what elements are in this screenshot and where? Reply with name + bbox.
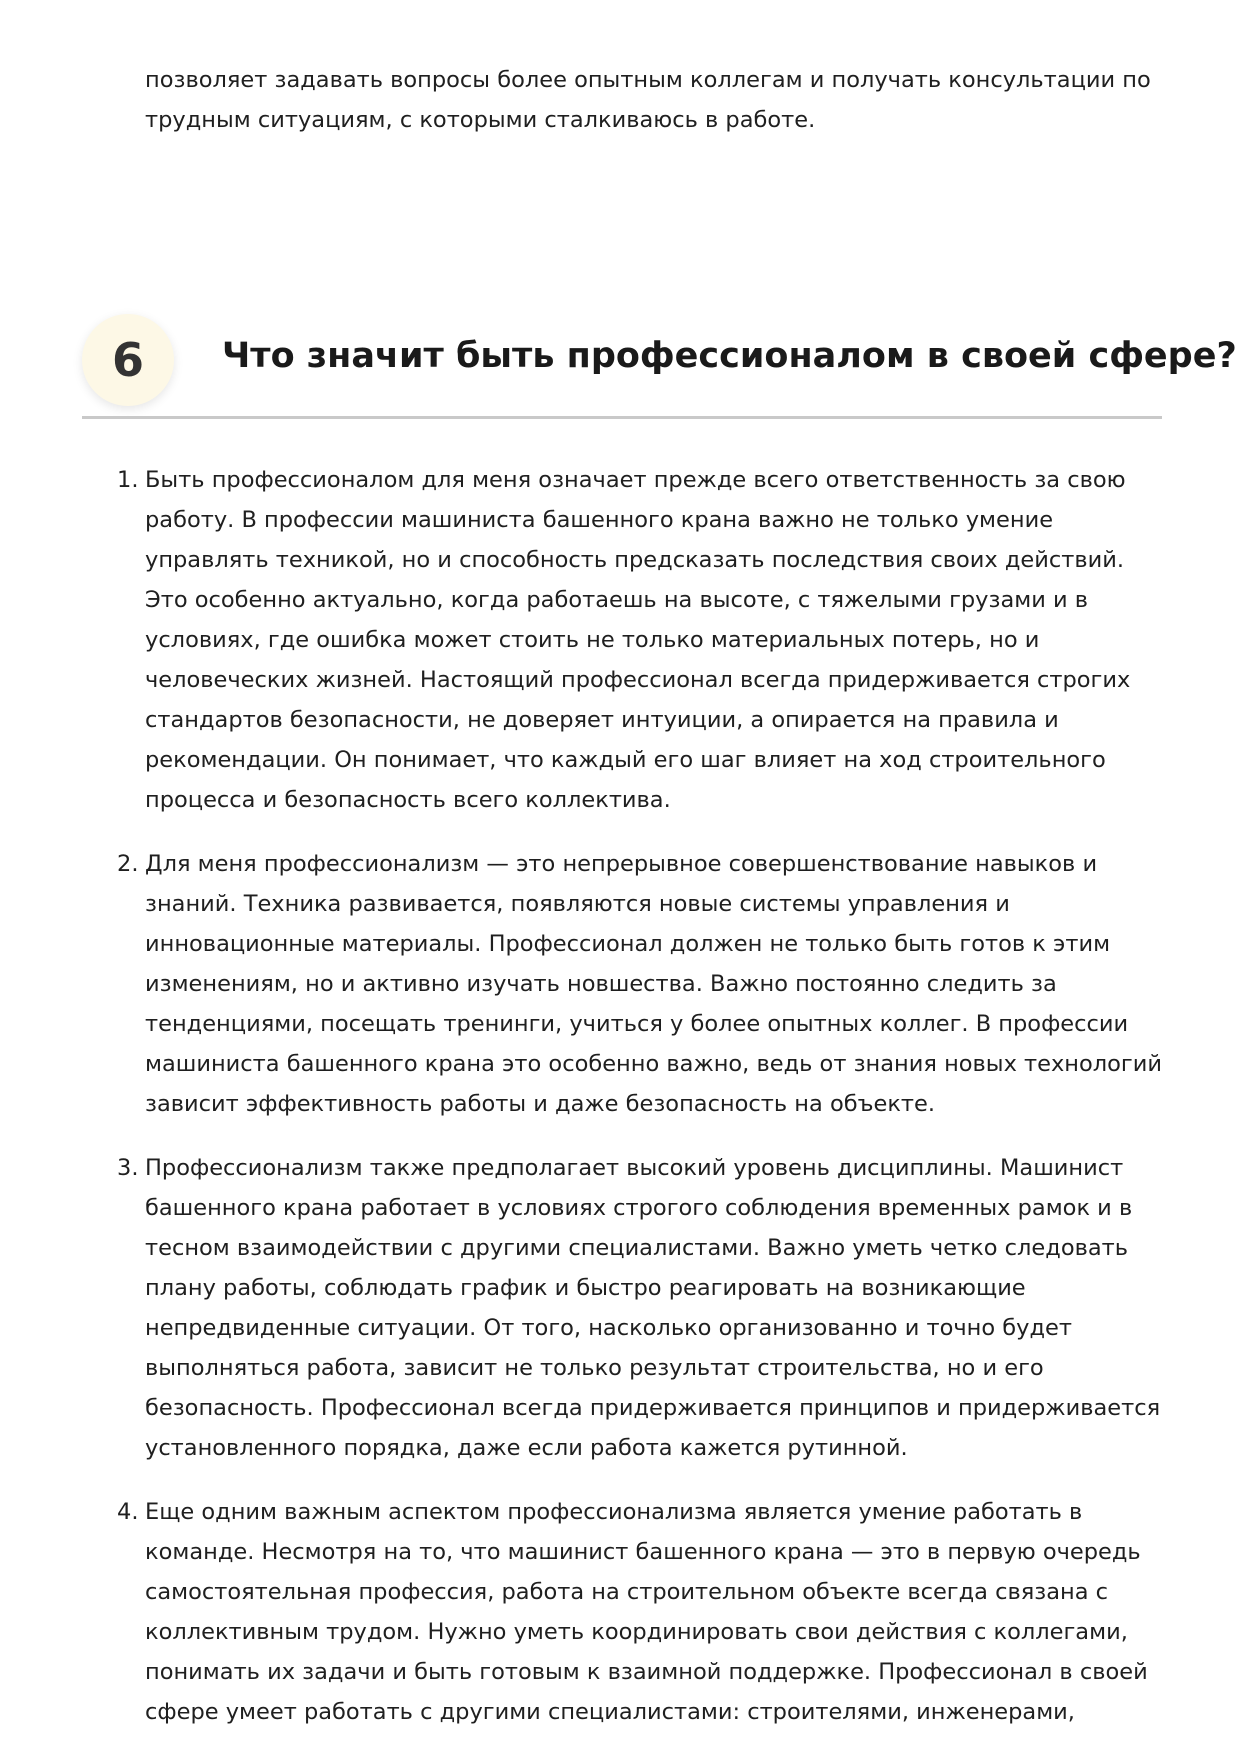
section-title: Что значит быть профессионалом в своей сфере? — [222, 336, 1237, 376]
answer-number: 2. — [117, 851, 139, 877]
section-header — [82, 312, 1237, 420]
answer-text: Для меня профессионализм — это непрерывное совершенствование навыков и знаний. Техника развивается, появляются новые системы управления и инновационные материалы. Профессионал должен не только быть готов к этим изменениям, но и активно изучать новшества. Важно постоянно следить за тенденциями, посещать тренинги, учиться у более опытных коллег. В профессии машиниста башенного крана это особенно важно, ведь от знания новых технологий зависит эффективность работы и даже безопасность на объекте. — [145, 851, 1162, 1117]
answer-item-1 — [0, 460, 1165, 820]
section-number-badge: 6 — [82, 314, 174, 406]
answer-text: Быть профессионалом для меня означает прежде всего ответственность за свою работу. В профессии машиниста башенного крана важно не только умение управлять техникой, но и способность предсказать последствия своих действий. Это особенно актуально, когда работаешь на высоте, с тяжелыми грузами и в условиях, где ошибка может стоить не только материальных потерь, но и человеческих жизней. Настоящий профессионал всегда придерживается строгих стандартов безопасности, не доверяет интуиции, а опирается на правила и рекомендации. Он понимает, что каждый его шаг влияет на ход строительного процесса и безопасность всего коллектива. — [145, 467, 1131, 813]
answer-text: Профессионализм также предполагает высокий уровень дисциплины. Машинист башенного крана работает в условиях строгого соблюдения временных рамок и в тесном взаимодействии с другими специалистами. Важно уметь четко следовать плану работы, соблюдать график и быстро реагировать на возникающие непредвиденные ситуации. От того, насколько организованно и точно будет выполняться работа, зависит не только результат строительства, но и его безопасность. Профессионал всегда придерживается принципов и придерживается установленного порядка, даже если работа кажется рутинной. — [145, 1155, 1161, 1461]
answer-number: 1. — [117, 467, 139, 493]
answer-item-4 — [0, 1492, 1165, 1732]
answer-item-3 — [0, 1148, 1165, 1468]
answer-number: 4. — [117, 1499, 139, 1525]
section-divider — [82, 416, 1162, 419]
intro-paragraph: позволяет задавать вопросы более опытным коллегам и получать консультации по трудным ситуациям, с которыми сталкиваюсь в работе. — [145, 67, 1151, 133]
answer-item-2 — [0, 844, 1165, 1124]
answer-number: 3. — [117, 1155, 139, 1181]
answer-list — [0, 460, 1239, 1756]
answer-text: Еще одним важным аспектом профессионализма является умение работать в команде. Несмотря на то, что машинист башенного крана — это в первую очередь самостоятельная профессия, работа на строительном объекте всегда связана с коллективным трудом. Нужно уметь координировать свои действия с коллегами, понимать их задачи и быть готовым к взаимной поддержке. Профессионал в своей сфере умеет работать с другими специалистами: строителями, инженерами, — [145, 1499, 1148, 1725]
